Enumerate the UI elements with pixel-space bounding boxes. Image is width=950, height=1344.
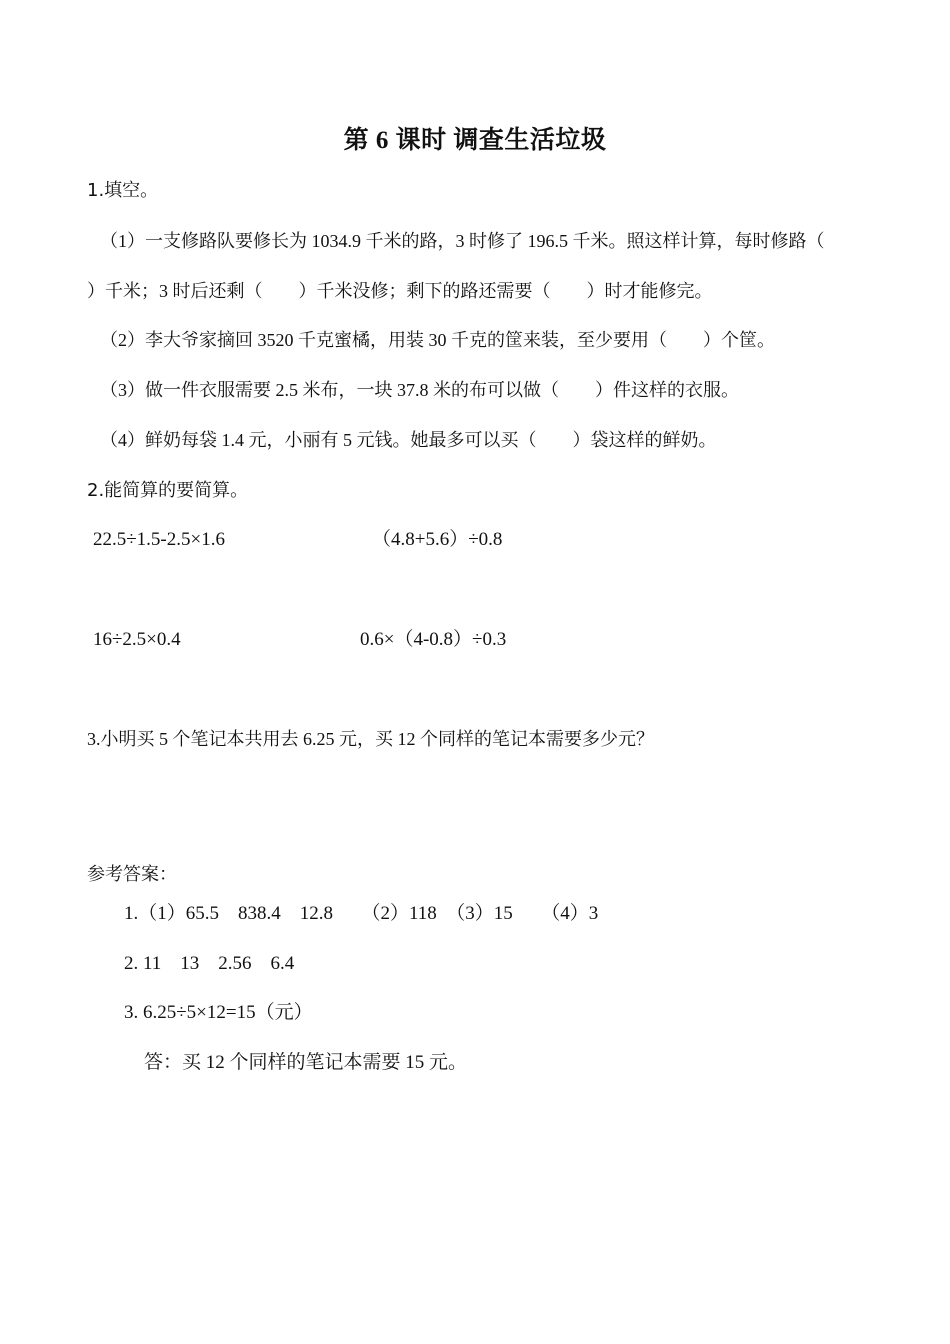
page-title: 第 6 课时 调查生活垃圾 — [343, 127, 607, 154]
question-1-3: （3）做一件衣服需要 2.5 米布，一块 37.8 米的布可以做（ ）件这样的衣服。 — [100, 380, 739, 400]
section-2-heading: 2.能简算的要简算。 — [87, 480, 249, 501]
answer-3-statement: 答：买 12 个同样的笔记本需要 15 元。 — [144, 1052, 468, 1073]
section-1-heading: 1.填空。 — [87, 180, 159, 201]
expression-4: 0.6×（4-0.8）÷0.3 — [360, 629, 507, 650]
question-3: 3.小明买 5 个笔记本共用去 6.25 元，买 12 个同样的笔记本需要多少元？ — [87, 729, 654, 749]
answer-1: 1.（1）65.5 838.4 12.8 （2）118 （3）15 （4）3 — [124, 903, 599, 924]
expression-3: 16÷2.5×0.4 — [93, 629, 181, 650]
question-1-1-line-1: （1）一支修路队要修长为 1034.9 千米的路，3 时修了 196.5 千米。照这样计算，每时修路（ — [100, 231, 825, 251]
question-1-2: （2）李大爷家摘回 3520 千克蜜橘，用装 30 千克的筐来装，至少要用（ ）个筐。 — [100, 330, 775, 350]
answer-2: 2. 11 13 2.56 6.4 — [124, 953, 295, 974]
question-1-1-line-2: ）千米；3 时后还剩（ ）千米没修；剩下的路还需要（ ）时才能修完。 — [87, 281, 713, 301]
answers-heading: 参考答案： — [87, 864, 177, 885]
question-1-4: （4）鲜奶每袋 1.4 元，小丽有 5 元钱。她最多可以买（ ）袋这样的鲜奶。 — [100, 430, 717, 450]
expression-2: （4.8+5.6）÷0.8 — [372, 529, 503, 550]
answer-3: 3. 6.25÷5×12=15（元） — [124, 1002, 313, 1023]
expression-1: 22.5÷1.5-2.5×1.6 — [93, 529, 225, 550]
